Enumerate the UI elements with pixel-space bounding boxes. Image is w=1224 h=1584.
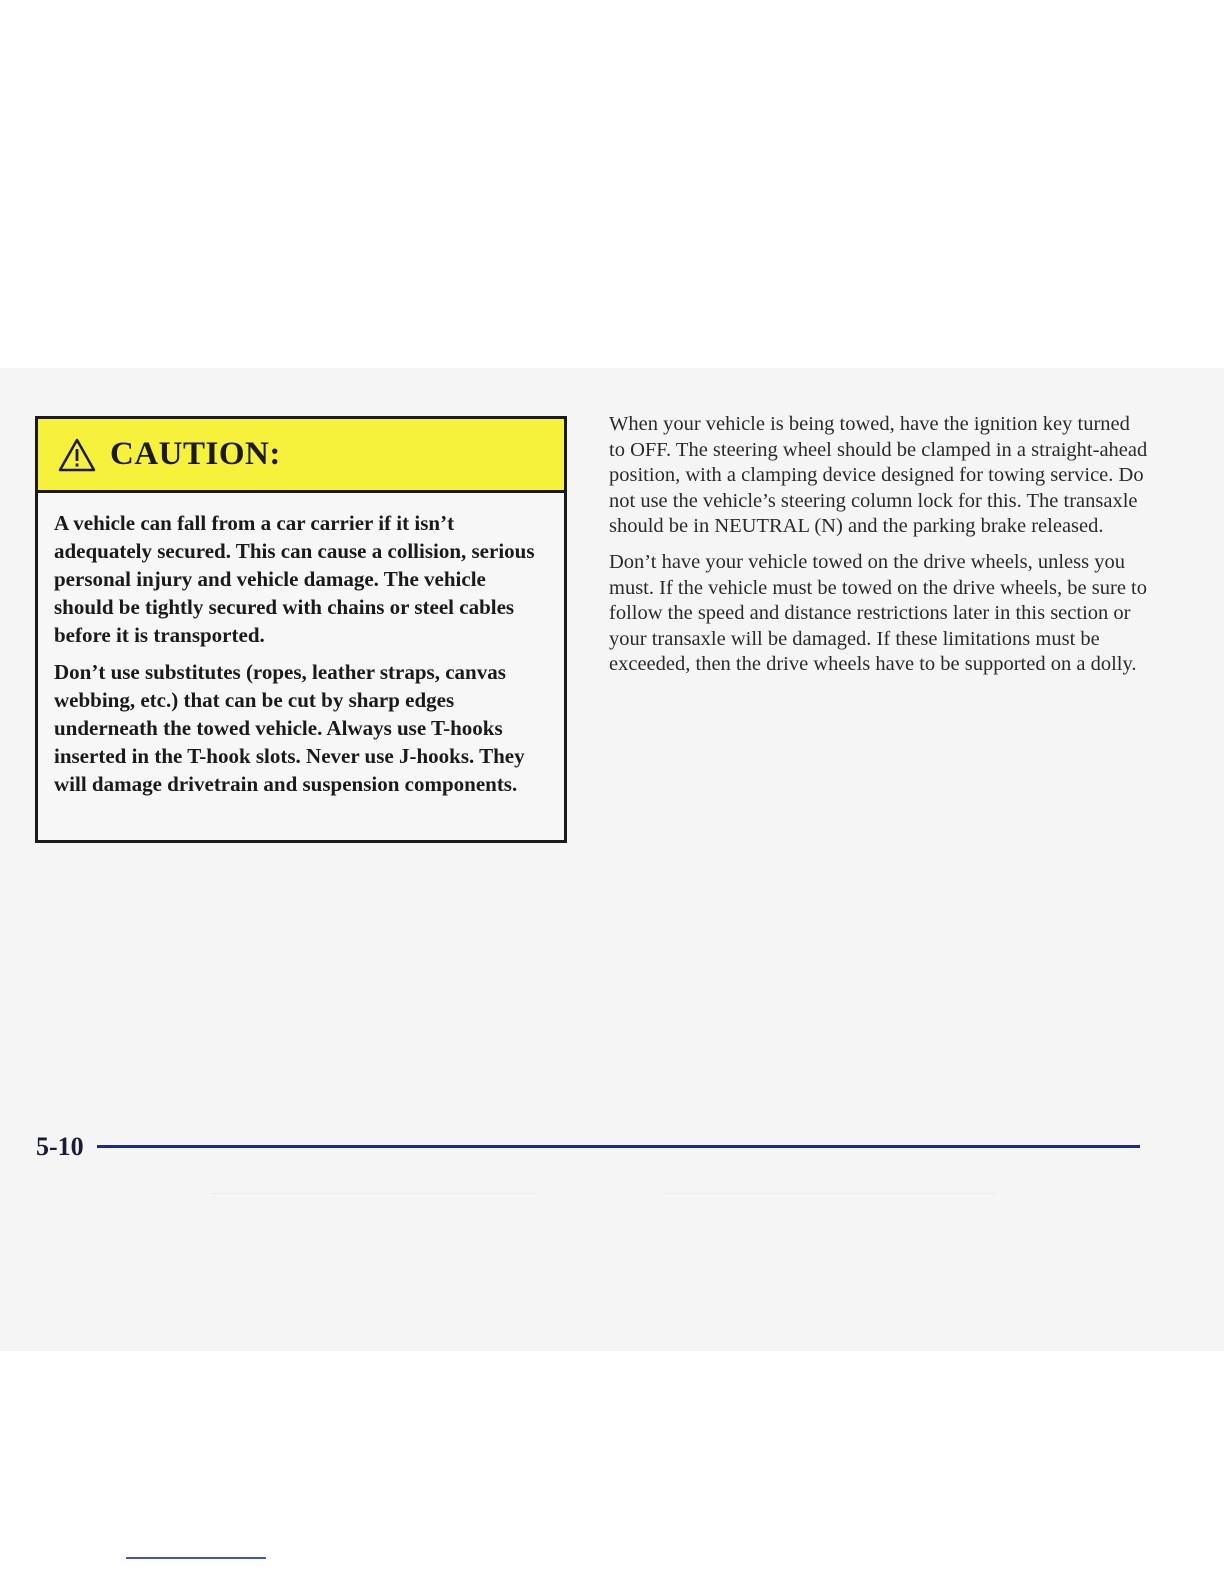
body-paragraph: Don’t have your vehicle towed on the drive wheels, unless you must. If the vehicle must be towed on the drive wheels, be sure to follow the speed and distance restrictions later in this section or your transaxle will be damaged. If these limitations must be exceeded, then the drive wheels have to be supported on a dolly. (609, 550, 1147, 676)
caution-title: CAUTION: (110, 436, 281, 472)
caution-body (38, 493, 564, 798)
footer-rule (97, 1145, 1140, 1148)
page-number: 5-10 (36, 1132, 84, 1161)
warning-triangle-icon (58, 438, 96, 472)
faint-divider (210, 1193, 535, 1194)
faint-divider (665, 1193, 995, 1194)
caution-box (35, 416, 567, 843)
caution-paragraph: A vehicle can fall from a car carrier if it isn’t adequately secured. This can cause a collision, serious personal injury and vehicle damage. The vehicle should be tightly secured with chains or steel cables before it is transported. (54, 511, 535, 647)
caution-paragraph: Don’t use substitutes (ropes, leather straps, canvas webbing, etc.) that can be cut by sharp edges underneath the towed vehicle. Always use T-hooks inserted in the T-hook slots. Never use J-hooks. They will damage drivetrain and suspension components. (54, 660, 525, 796)
body-paragraph: When your vehicle is being towed, have the ignition key turned to OFF. The steering wheel should be clamped in a straight-ahead position, with a clamping device designed for towing service. Do not use the vehicle’s steering column lock for this. The transaxle should be in NEUTRAL (N) and the parking brake released. (609, 413, 1148, 538)
bottom-rule (126, 1557, 266, 1559)
body-text-column (609, 412, 1149, 688)
caution-header (38, 419, 564, 493)
